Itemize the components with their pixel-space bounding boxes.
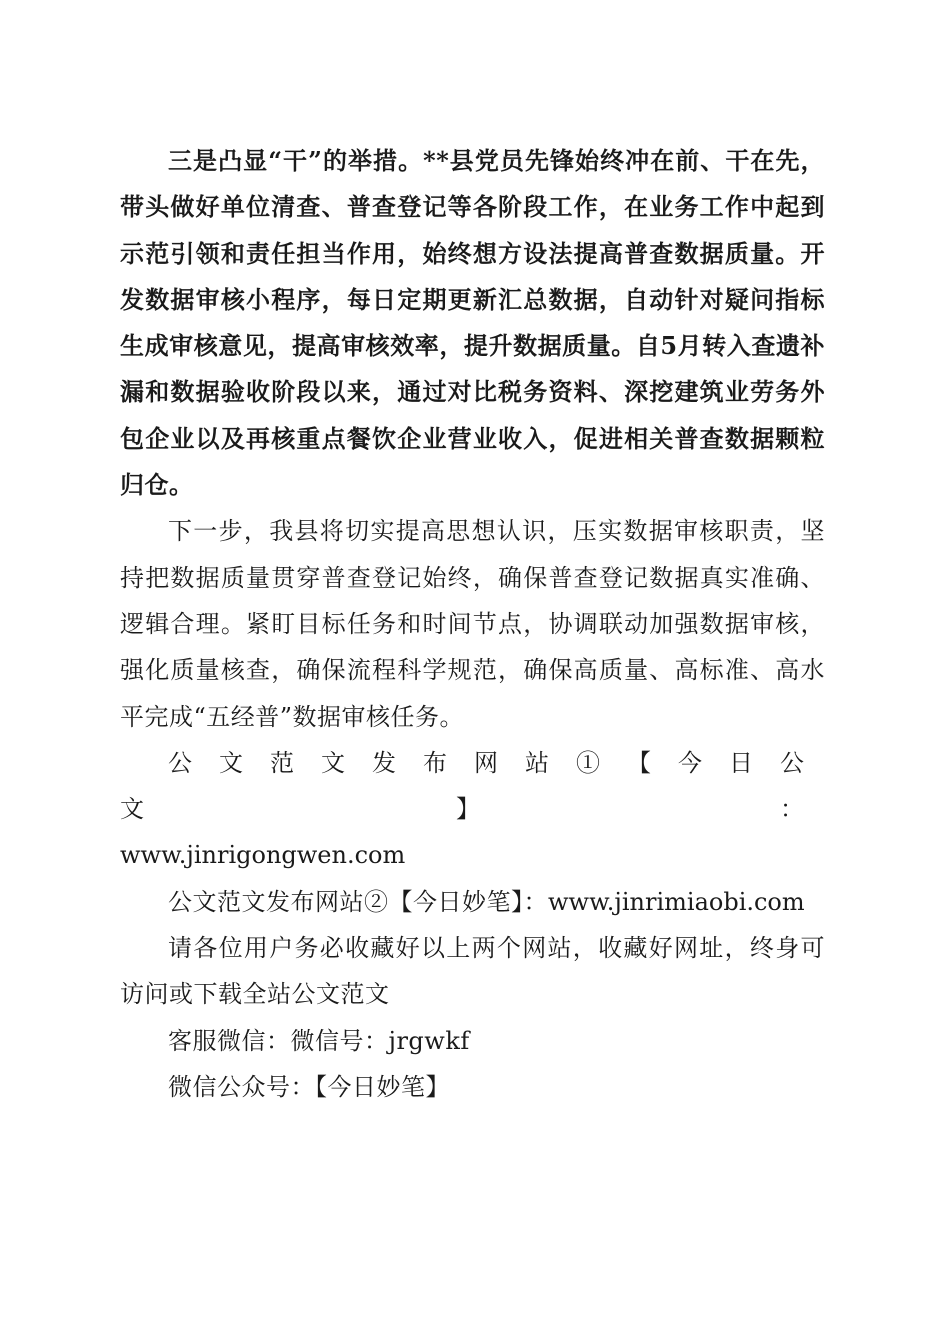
paragraph-next-step: 下一步，我县将切实提高思想认识，压实数据审核职责，坚持把数据质量贯穿普查登记始终，确保普查登记数据真实准确、逻辑合理。紧盯目标任务和时间节点，协调联动加强数据审核，强化质量核查，确保流程科学规范，确保高质量、高标准、高水平完成“五经普”数据审核任务。 — [120, 517, 825, 731]
site-2-url: www.jinrimiaobi.com — [548, 887, 805, 916]
paragraph-measures — [120, 138, 825, 508]
service-wechat: 客服微信：微信号：jrgwkf — [168, 1026, 470, 1055]
paragraph-lead: 三是凸显“干”的举措。 — [168, 146, 424, 175]
public-account: 微信公众号：【今日妙笔】 — [168, 1072, 450, 1101]
site-2-line — [120, 879, 825, 925]
site-1-label: 公文范文发布网站①【今日公文】： — [120, 748, 825, 824]
document-body — [120, 138, 825, 1110]
paragraph-text: **县党员先锋始终冲在前、干在先，带头做好单位清查、普查登记等各阶段工作，在业务工作中起到示范引领和责任担当作用，始终想方设法提高普查数据质量。开发数据审核小程序，每日定期更新汇总数据，自动针对疑问指标生成审核意见，提高审核效率，提升数据质量。自5月转入查遗补漏和数据验收阶段以来，通过对比税务资料、深挖建筑业劳务外包企业以及再核重点餐饮企业营业收入，促进相关普查数据颗粒归仓。 — [120, 146, 825, 500]
site-1-url: www.jinrigongwen.com — [120, 841, 406, 870]
site-2-label: 公文范文发布网站②【今日妙笔】： — [168, 887, 548, 916]
notice-text: 请各位用户务必收藏好以上两个网站，收藏好网址，终身可访问或下载全站公文范文 — [120, 934, 825, 1009]
